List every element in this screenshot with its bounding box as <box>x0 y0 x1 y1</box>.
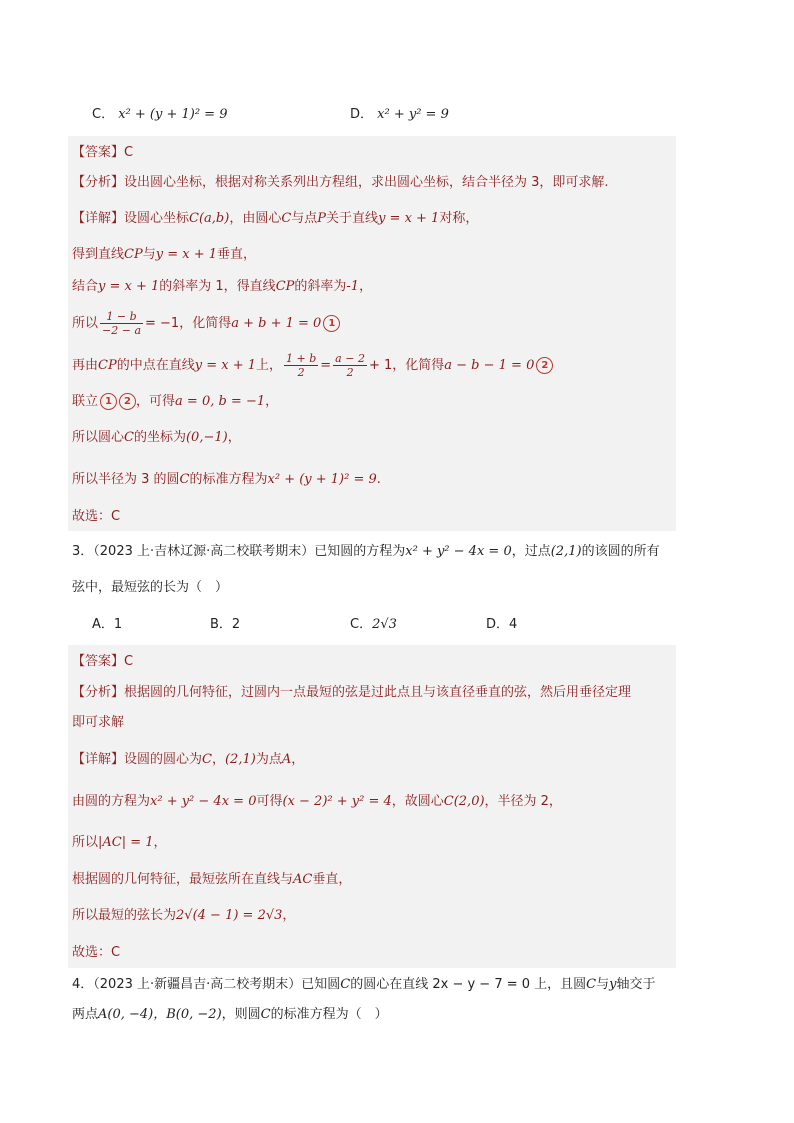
math: y <box>609 977 617 992</box>
math: y = x + 1 <box>378 211 440 226</box>
math: (2,1) <box>224 752 256 767</box>
q2-choice: 故选：C <box>72 509 121 524</box>
math: (x − 2)² + y² = 4 <box>282 794 392 809</box>
q2-detail-line4 <box>72 310 340 338</box>
q3-analysis-line1: 【分析】根据圆的几何特征，过圆内一点最短的弦是过此点且与该直径垂直的弦，然后用垂径定理 <box>72 685 632 700</box>
denominator: −2 − a <box>102 324 141 337</box>
text: + 1，化简得 <box>368 358 445 373</box>
text: 的坐标为 <box>133 430 186 445</box>
text: 可得 <box>256 794 283 809</box>
q2-detail-line1 <box>72 209 478 229</box>
text: 的圆心在直线 2x − y − 7 = 0 上，且圆 <box>350 977 587 992</box>
text: 垂直， <box>217 247 257 262</box>
text: 【详解】设圆的圆心为 <box>72 752 203 767</box>
text: 结合 <box>72 279 99 294</box>
text: ， <box>227 430 241 445</box>
q3-detail-line3 <box>72 833 167 853</box>
q2-detail-line5 <box>72 352 553 380</box>
value: 2 <box>231 617 241 632</box>
math: x² + (y + 1)² = 9 <box>267 472 377 487</box>
text: ， <box>359 279 373 294</box>
label: B． <box>210 617 232 632</box>
q2-option-d-label: D． <box>350 107 374 122</box>
label: D． <box>486 617 510 632</box>
numerator: 1 + b <box>286 352 317 365</box>
math: C(2,0) <box>443 794 485 809</box>
math: y = x + 1 <box>98 279 160 294</box>
math: A <box>281 752 292 767</box>
text: ， <box>291 752 305 767</box>
text: 关于直线 <box>326 211 379 226</box>
text: 3．（2023 上·吉林辽源·高二校联考期末）已知圆的方程为 <box>72 544 406 559</box>
q3-option-d <box>486 615 517 635</box>
text: 与点 <box>291 211 318 226</box>
text: 得到直线 <box>72 247 125 262</box>
math: x² + y² − 4x = 0 <box>405 544 512 559</box>
math: (0,−1) <box>185 430 228 445</box>
math: a + b + 1 = 0 <box>231 316 322 331</box>
q3-detail-line4 <box>72 870 351 890</box>
math: a = 0, b = −1 <box>175 394 266 409</box>
math: = <box>320 358 332 373</box>
numerator: a − 2 <box>335 352 365 365</box>
math: CP <box>124 247 143 262</box>
text: 的标准方程为 <box>189 472 268 487</box>
text: ，故圆心 <box>391 794 444 809</box>
q2-option-c-expr: x² + (y + 1)² = 9 <box>118 107 228 122</box>
math: C <box>340 977 351 992</box>
denominator: 2 <box>297 366 305 379</box>
fraction <box>284 352 318 379</box>
text: ，由圆心 <box>229 211 282 226</box>
label: C． <box>350 617 373 632</box>
q2-option-d-expr: x² + y² = 9 <box>377 107 449 122</box>
math: y = x + 1 <box>155 247 217 262</box>
math: AC <box>293 872 313 887</box>
numerator: 1 − b <box>100 310 143 324</box>
text: 的标准方程为（ ） <box>270 1007 388 1022</box>
text: 所以圆心 <box>72 430 125 445</box>
text: 所以 <box>72 316 99 331</box>
math: C <box>124 430 134 445</box>
q2-option-d <box>350 105 449 125</box>
math: C <box>260 1007 271 1022</box>
text: ， <box>211 752 225 767</box>
math: P <box>317 211 327 226</box>
q2-option-c-label: C． <box>92 107 115 122</box>
q3-detail-line1 <box>72 750 304 770</box>
q3-analysis-line2: 即可求解 <box>72 715 125 730</box>
math: C(a,b) <box>189 211 230 226</box>
q3-option-a <box>92 615 122 635</box>
text: 轴交于 <box>616 977 656 992</box>
text: 为点 <box>255 752 282 767</box>
text: 的该圆的所有 <box>581 544 660 559</box>
text: = −1，化简得 <box>145 316 232 331</box>
fraction <box>100 310 143 337</box>
label: A． <box>92 617 114 632</box>
denominator: 2 <box>346 366 354 379</box>
q3-detail-line5 <box>72 906 295 926</box>
q3-answer: 【答案】C <box>72 654 134 669</box>
text: 垂直， <box>312 872 352 887</box>
circled-two-icon: 2 <box>119 393 136 410</box>
math: (2,1) <box>550 544 582 559</box>
q4-stem-line2 <box>72 1005 388 1025</box>
text: 对称， <box>439 211 479 226</box>
math: a − b − 1 = 0 <box>444 358 535 373</box>
q3-detail-line2 <box>72 792 562 812</box>
q2-detail-line8 <box>72 470 381 490</box>
circled-one-icon: 1 <box>100 393 117 410</box>
text: 所以 <box>72 835 99 850</box>
text: 的斜率为 <box>294 279 347 294</box>
math: C <box>179 472 190 487</box>
text: 与 <box>142 247 156 262</box>
q2-option-c <box>92 105 227 125</box>
q2-detail-line3 <box>72 277 372 297</box>
q4-stem-line1 <box>72 975 656 995</box>
text: ， <box>282 908 296 923</box>
text: 与 <box>596 977 610 992</box>
text: 由圆的方程为 <box>72 794 151 809</box>
value: 2√3 <box>372 617 397 632</box>
text: 【详解】设圆心坐标 <box>72 211 190 226</box>
text: 根据圆的几何特征，最短弦所在直线与 <box>72 872 294 887</box>
text: 所以半径为 3 的圆 <box>72 472 180 487</box>
math: C <box>586 977 597 992</box>
math: CP <box>275 279 295 294</box>
math: |AC| = 1 <box>98 835 154 850</box>
text: 的斜率为 1，得直线 <box>159 279 276 294</box>
text: 联立 <box>72 394 99 409</box>
math: x² + y² − 4x = 0 <box>150 794 257 809</box>
math: A(0, −4)，B(0, −2) <box>98 1007 222 1022</box>
text: ， <box>153 835 167 850</box>
text: ，过点 <box>511 544 551 559</box>
q2-detail-line7 <box>72 428 241 448</box>
text: 所以最短的弦长为 <box>72 908 177 923</box>
text: 再由 <box>72 358 99 373</box>
circled-two-icon: 2 <box>536 357 553 374</box>
circled-one-icon: 1 <box>323 315 340 332</box>
math: C <box>281 211 292 226</box>
fraction <box>333 352 367 379</box>
q2-analysis: 【分析】设出圆心坐标，根据对称关系列出方程组，求出圆心坐标，结合半径为 3，即可求解. <box>72 175 609 190</box>
q3-choice: 故选：C <box>72 945 121 960</box>
q3-stem-line2: 弦中，最短弦的长为（ ） <box>72 580 229 595</box>
math: -1 <box>346 279 360 294</box>
text: ，半径为 2， <box>484 794 562 809</box>
text: . <box>376 472 381 487</box>
q2-answer: 【答案】C <box>72 145 134 160</box>
value: 1 <box>113 617 123 632</box>
q2-detail-line2 <box>72 245 256 265</box>
q3-option-c <box>350 615 397 635</box>
q2-detail-line6 <box>72 392 278 412</box>
math: CP <box>98 358 117 373</box>
text: 两点 <box>72 1007 99 1022</box>
math: 2√(4 − 1) = 2√3 <box>176 908 283 923</box>
math: C <box>202 752 212 767</box>
text: ， <box>265 394 279 409</box>
text: 上， <box>256 358 283 373</box>
value: 4 <box>509 617 518 632</box>
text: ，则圆 <box>221 1007 261 1022</box>
text: 4．（2023 上·新疆昌吉·高二校考期末）已知圆 <box>72 977 341 992</box>
text: ，可得 <box>136 394 176 409</box>
math: y = x + 1 <box>194 358 256 373</box>
q3-stem-line1 <box>72 542 660 562</box>
q3-option-b <box>210 615 240 635</box>
text: 的中点在直线 <box>116 358 195 373</box>
